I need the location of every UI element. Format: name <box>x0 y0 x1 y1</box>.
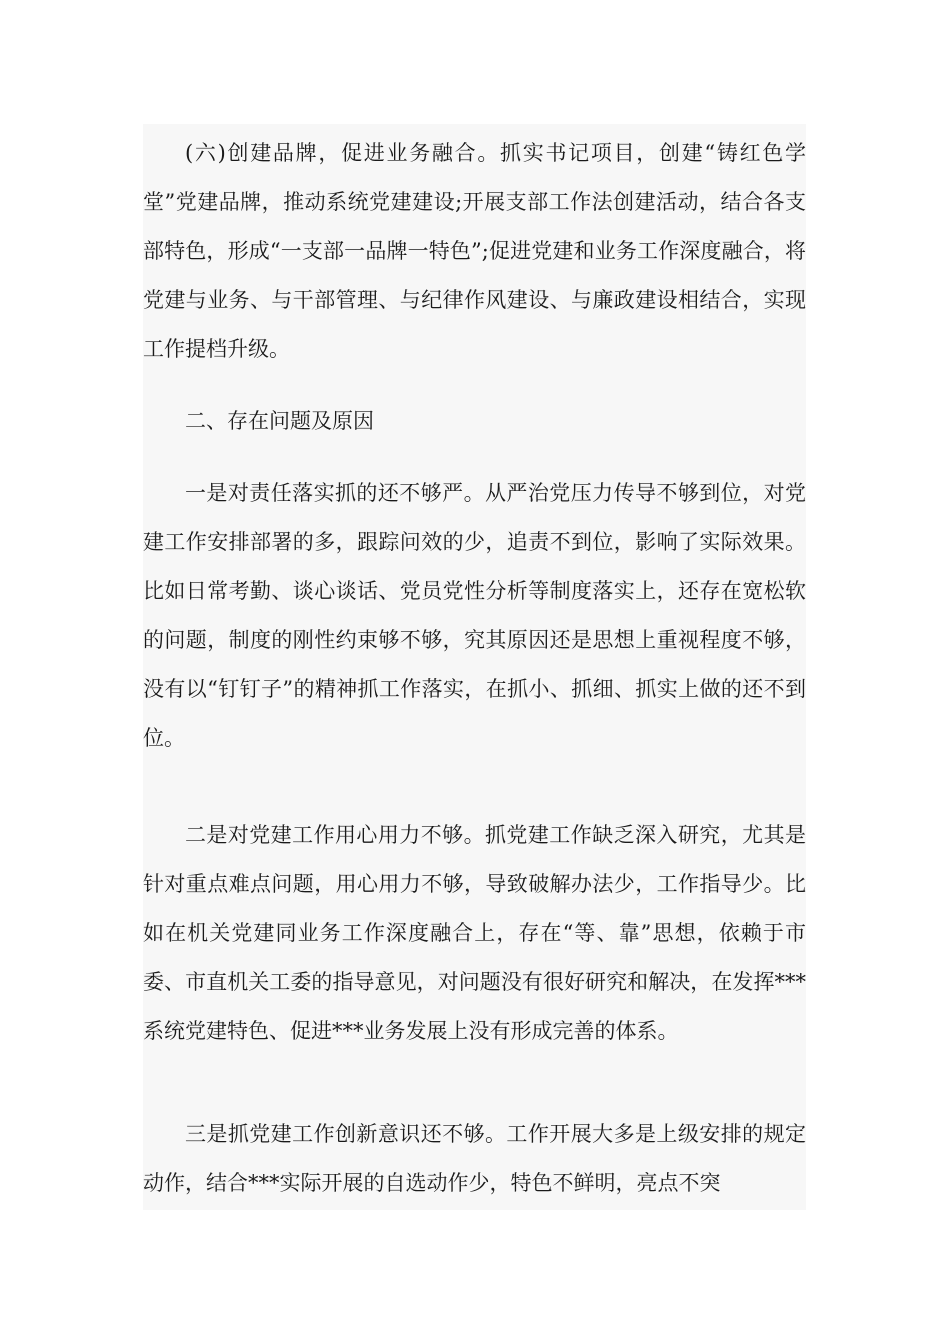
paragraph-problem-three: 三是抓党建工作创新意识还不够。工作开展大多是上级安排的规定动作，结合***实际开展的自选动作少，特色不鲜明，亮点不突 <box>143 1122 806 1195</box>
document-body <box>143 124 806 1210</box>
paragraph-problem-one: 一是对责任落实抓的还不够严。从严治党压力传导不够到位，对党建工作安排部署的多，跟踪问效的少，追责不到位，影响了实际效果。比如日常考勤、谈心谈话、党员党性分析等制度落实上，还存在宽松软的问题，制度的刚性约束够不够，究其原因还是思想上重视程度不够，没有以“钉钉子”的精神抓工作落实，在抓小、抓细、抓实上做的还不到位。 <box>143 481 806 750</box>
paragraph-brand-building: (六)创建品牌，促进业务融合。抓实书记项目，创建“铸红色学堂”党建品牌，推动系统党建建设;开展支部工作法创建活动，结合各支部特色，形成“一支部一品牌一特色”;促进党建和业务工作深度融合，将党建与业务、与干部管理、与纪律作风建设、与廉政建设相结合，实现工作提档升级。 <box>143 141 806 361</box>
section-heading-problems: 二、存在问题及原因 <box>185 409 374 433</box>
paragraph-problem-two: 二是对党建工作用心用力不够。抓党建工作缺乏深入研究，尤其是针对重点难点问题，用心用力不够，导致破解办法少，工作指导少。比如在机关党建同业务工作深度融合上，存在“等、靠”思想，依赖于市委、市直机关工委的指导意见，对问题没有很好研究和解决，在发挥***系统党建特色、促进***业务发展上没有形成完善的体系。 <box>143 823 806 1043</box>
